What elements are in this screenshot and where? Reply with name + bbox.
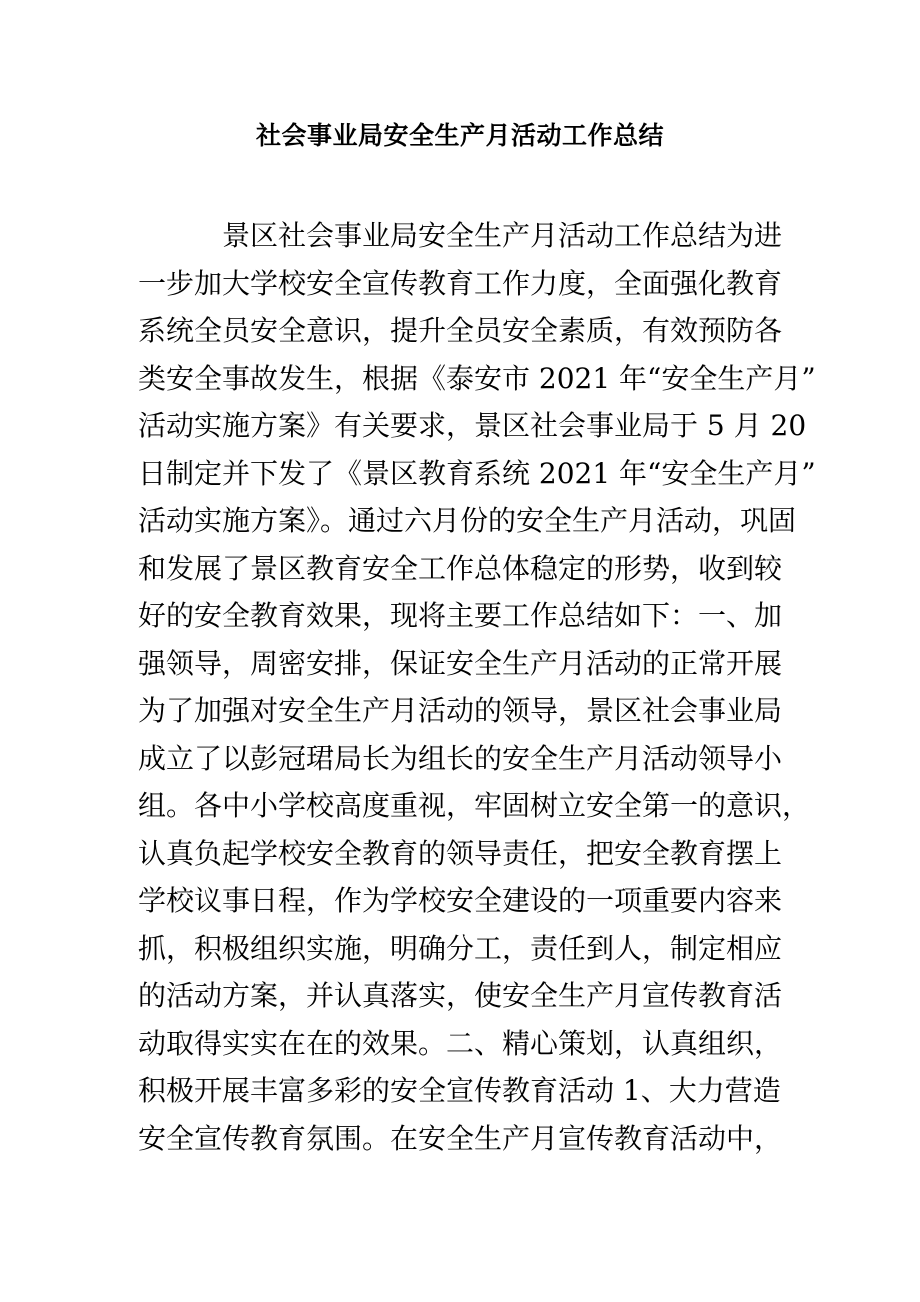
- body-line: 为了加强对安全生产月活动的领导，景区社会事业局: [138, 694, 783, 727]
- body-line: 日制定并下发了《景区教育系统 2021 年“安全生产月”: [138, 456, 816, 490]
- body-line: 的活动方案，并认真落实，使安全生产月宣传教育活: [138, 979, 783, 1012]
- body-line: 强领导，周密安排，保证安全生产月活动的正常开展: [138, 646, 783, 680]
- body-line: 一步加大学校安全宣传教育工作力度，全面强化教育: [138, 266, 783, 300]
- body-line: 和发展了景区教育安全工作总体稳定的形势，收到较: [138, 551, 783, 585]
- body-line: 好的安全教育效果，现将主要工作总结如下：一、加: [138, 599, 783, 632]
- document-body: [138, 212, 816, 1162]
- body-line: 组。各中小学校高度重视，牢固树立安全第一的意识，: [138, 789, 811, 822]
- body-line: 安全宣传教育氛围。在安全生产月宣传教育活动中，: [138, 1121, 783, 1155]
- body-line: 活动实施方案》。通过六月份的安全生产月活动，巩固: [138, 504, 797, 537]
- body-line: 系统全员安全意识，提升全员安全素质，有效预防各: [138, 314, 783, 347]
- body-line: 景区社会事业局安全生产月活动工作总结为进: [222, 219, 783, 252]
- body-line: 积极开展丰富多彩的安全宣传教育活动 1、大力营造: [138, 1074, 781, 1107]
- body-line: 成立了以彭冠珺局长为组长的安全生产月活动领导小: [138, 741, 783, 775]
- body-line: 类安全事故发生，根据《泰安市 2021 年“安全生产月”: [138, 361, 816, 395]
- document-title: 社会事业局安全生产月活动工作总结: [255, 121, 664, 150]
- body-line: 认真负起学校安全教育的领导责任，把安全教育摆上: [138, 836, 783, 870]
- body-line: 学校议事日程，作为学校安全建设的一项重要内容来: [138, 884, 783, 917]
- body-line: 活动实施方案》有关要求，景区社会事业局于 5 月 20: [138, 409, 807, 442]
- body-line: 动取得实实在在的效果。二、精心策划，认真组织，: [138, 1026, 783, 1060]
- body-line: 抓，积极组织实施，明确分工，责任到人，制定相应: [138, 931, 783, 965]
